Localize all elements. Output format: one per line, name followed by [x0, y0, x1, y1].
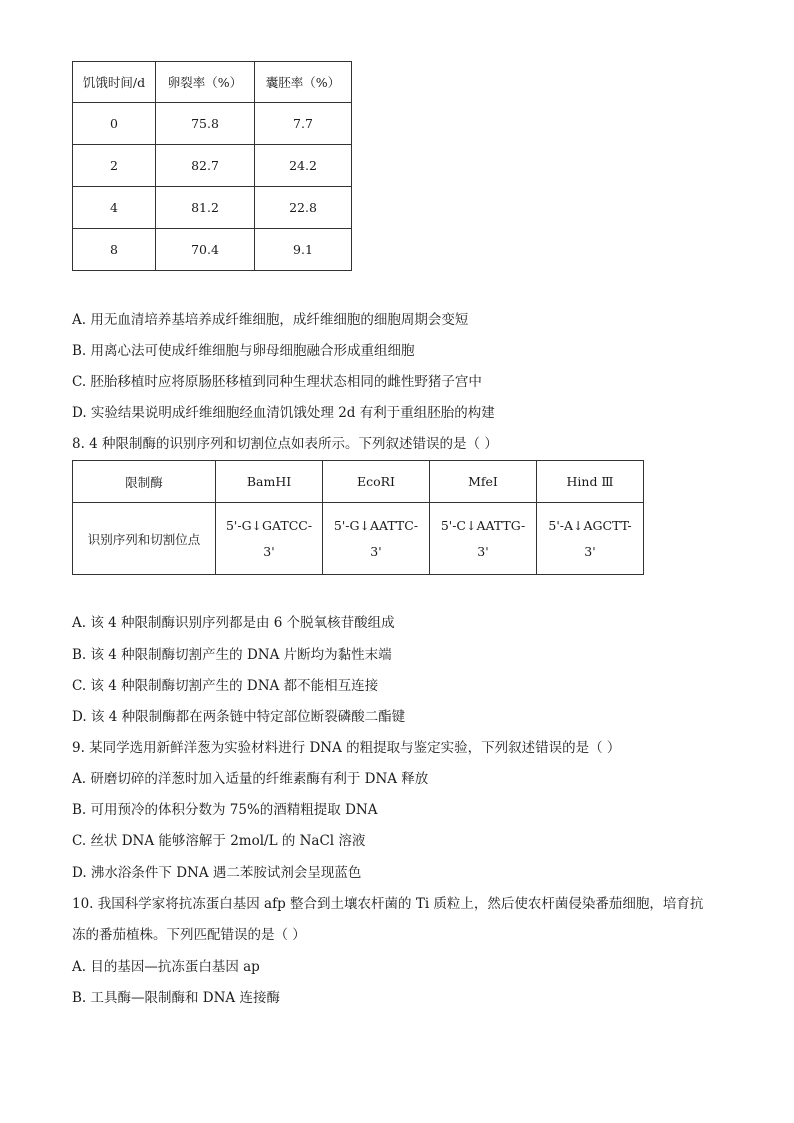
q10-stem-line2: 冻的番茄植株。下列匹配错误的是（ ）: [72, 927, 306, 943]
table-cell: 8: [73, 229, 156, 271]
row-label: 限制酶: [73, 461, 216, 503]
table-row: [73, 187, 352, 229]
q9-option-a: A. 研磨切碎的洋葱时加入适量的纤维素酶有利于 DNA 释放: [72, 771, 429, 787]
sequence-line: 5'-G↓AATTC-: [333, 517, 419, 533]
table-row: [73, 103, 352, 145]
table-cell: 0: [73, 103, 156, 145]
sequence-line: 3': [477, 543, 489, 559]
table-row: [73, 503, 644, 575]
sequence-line: 5'-C↓AATTG-: [440, 517, 526, 533]
q10-option-b: B. 工具酶—限制酶和 DNA 连接酶: [72, 990, 280, 1006]
starvation-results-table: [72, 61, 352, 271]
sequence-cell: [216, 503, 323, 575]
q7-option-c: C. 胚胎移植时应将原肠胚移植到同种生理状态相同的雌性野猪子宫中: [72, 374, 482, 390]
q8-option-c: C. 该 4 种限制酶切割产生的 DNA 都不能相互连接: [72, 678, 379, 694]
enzyme-name: MfeI: [430, 461, 537, 503]
sequence-line: 3': [263, 543, 275, 559]
row-label: 识别序列和切割位点: [73, 503, 216, 575]
q9-option-b: B. 可用预冷的体积分数为 75%的酒精粗提取 DNA: [72, 802, 378, 818]
enzyme-name: Hind Ⅲ: [537, 461, 644, 503]
sequence-cell: [537, 503, 644, 575]
sequence-line: 5'-G↓GATCC-: [225, 517, 313, 533]
table-cell: 81.2: [156, 187, 255, 229]
table-header-row: [73, 461, 644, 503]
q8-stem: 8. 4 种限制酶的识别序列和切割位点如表所示。下列叙述错误的是（ ）: [72, 436, 498, 452]
enzyme-name: EcoRI: [323, 461, 430, 503]
sequence-line: 3': [584, 543, 596, 559]
q9-option-d: D. 沸水浴条件下 DNA 遇二苯胺试剂会呈现蓝色: [72, 865, 362, 881]
q10-option-a: A. 目的基因—抗冻蛋白基因 ap: [72, 959, 260, 975]
q7-option-a: A. 用无血清培养基培养成纤维细胞，成纤维细胞的细胞周期会变短: [72, 312, 469, 328]
table-cell: 70.4: [156, 229, 255, 271]
table-cell: 75.8: [156, 103, 255, 145]
q8-option-d: D. 该 4 种限制酶都在两条链中特定部位断裂磷酸二酯键: [72, 709, 406, 725]
q8-option-a: A. 该 4 种限制酶识别序列都是由 6 个脱氧核苷酸组成: [72, 615, 395, 631]
sequence-line: 3': [370, 543, 382, 559]
header-cell: 囊胚率（%）: [255, 62, 352, 103]
sequence-line: 5'-A↓AGCTT-: [548, 517, 632, 533]
q10-stem-line1: 10. 我国科学家将抗冻蛋白基因 afp 整合到土壤农杆菌的 Ti 质粒上，然后使农杆菌侵染番茄细胞，培育抗: [72, 896, 704, 912]
q7-option-b: B. 用离心法可使成纤维细胞与卵母细胞融合形成重组细胞: [72, 343, 415, 359]
restriction-enzyme-table: [72, 460, 644, 575]
q7-option-d: D. 实验结果说明成纤维细胞经血清饥饿处理 2d 有利于重组胚胎的构建: [72, 405, 495, 421]
enzyme-name: BamHI: [216, 461, 323, 503]
table-cell: 9.1: [255, 229, 352, 271]
sequence-cell: [430, 503, 537, 575]
table-cell: 4: [73, 187, 156, 229]
q9-stem: 9. 某同学选用新鲜洋葱为实验材料进行 DNA 的粗提取与鉴定实验，下列叙述错误的是（ ）: [72, 740, 621, 756]
table-cell: 24.2: [255, 145, 352, 187]
table-header-row: [73, 62, 352, 103]
header-cell: 卵裂率（%）: [156, 62, 255, 103]
q8-option-b: B. 该 4 种限制酶切割产生的 DNA 片断均为黏性末端: [72, 647, 392, 663]
table-cell: 7.7: [255, 103, 352, 145]
table-cell: 2: [73, 145, 156, 187]
sequence-cell: [323, 503, 430, 575]
table-row: [73, 145, 352, 187]
header-cell: 饥饿时间/d: [73, 62, 156, 103]
table-row: [73, 229, 352, 271]
table-cell: 22.8: [255, 187, 352, 229]
table-cell: 82.7: [156, 145, 255, 187]
q9-option-c: C. 丝状 DNA 能够溶解于 2mol/L 的 NaCl 溶液: [72, 833, 366, 849]
